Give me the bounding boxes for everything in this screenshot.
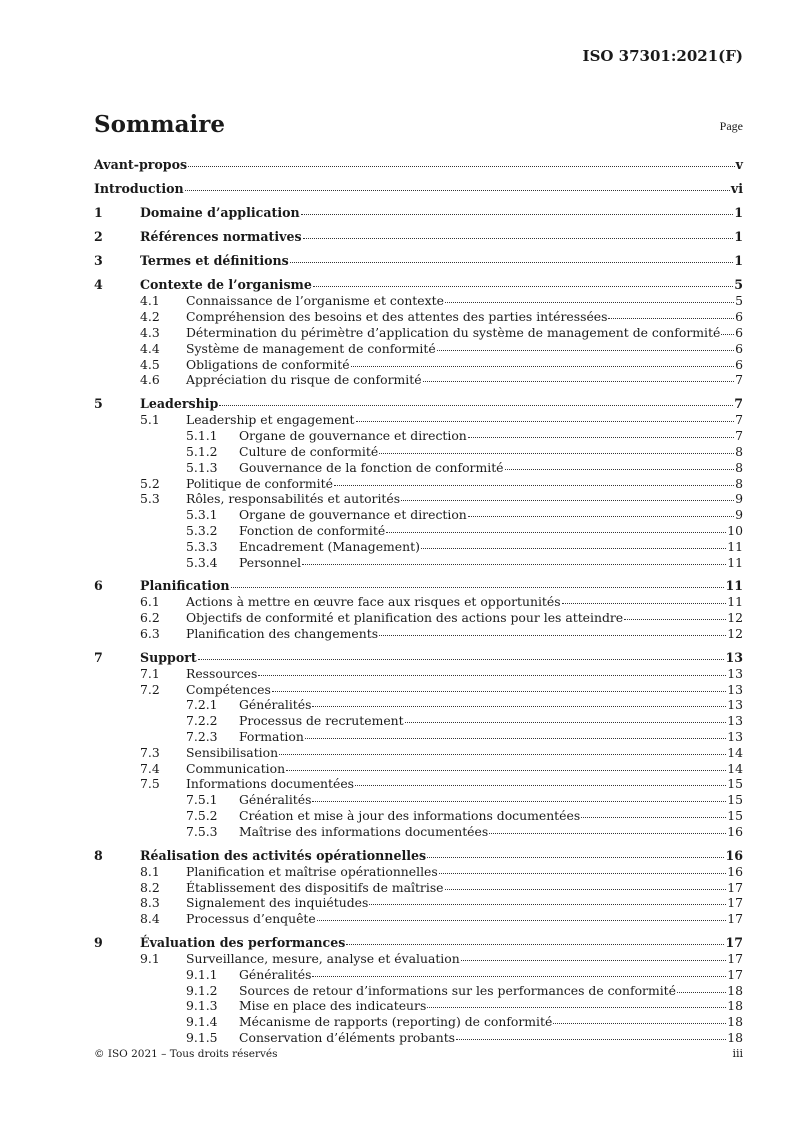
toc-entry-number: 7.5.3: [186, 823, 218, 839]
toc-entry-number: 7.5.2: [186, 808, 218, 824]
toc-entry[interactable]: [94, 204, 743, 221]
toc-entry-title: Planification des changements: [186, 626, 379, 641]
toc-entry[interactable]: [94, 745, 743, 761]
toc-entry-page: 7: [734, 396, 743, 412]
toc-entry[interactable]: [94, 682, 743, 698]
toc-dot-leader: [312, 705, 726, 707]
toc-entry-title: Termes et définitions: [140, 253, 289, 269]
toc-entry-title: Maîtrise des informations documentées: [239, 823, 489, 839]
toc-entry-number: 3: [94, 253, 103, 269]
toc-entry-title: Formation: [239, 729, 304, 745]
toc-entry-page: 1: [734, 253, 743, 269]
toc-dot-leader: [468, 515, 734, 517]
toc-entry-number: 5.3.2: [186, 522, 218, 538]
toc-entry-title: Sensibilisation: [186, 744, 279, 760]
toc-dot-leader: [437, 349, 734, 351]
toc-entry-number: 5: [94, 396, 103, 412]
toc-entry-number: 9.1.3: [186, 998, 218, 1014]
toc-entry-page: 6: [735, 325, 743, 341]
toc-dot-leader: [427, 1006, 726, 1008]
toc-entry-number: 7.1: [140, 665, 160, 681]
toc-entry-number: 7: [94, 649, 103, 665]
toc-entry[interactable]: [94, 476, 743, 492]
toc-entry-page: 12: [727, 610, 743, 626]
toc-entry-title: Généralités: [239, 697, 312, 713]
toc-entry-page: 17: [727, 911, 743, 927]
toc-entry-page: 13: [727, 665, 743, 681]
toc-heading: Sommaire: [94, 111, 226, 138]
toc-entry[interactable]: [94, 395, 743, 412]
toc-dot-leader: [272, 690, 726, 692]
toc-entry-number: 4.6: [140, 372, 160, 388]
toc-entry[interactable]: [94, 776, 743, 792]
toc-entry[interactable]: [94, 967, 743, 983]
toc-dot-leader: [317, 919, 726, 921]
toc-dot-leader: [421, 547, 726, 549]
toc-entry[interactable]: [94, 951, 743, 967]
toc-entry[interactable]: [94, 824, 743, 840]
toc-entry[interactable]: [94, 666, 743, 682]
toc-entry-page: 17: [727, 879, 743, 895]
toc-entry[interactable]: [94, 649, 743, 666]
toc-entry-page: 11: [727, 594, 743, 610]
toc-dot-leader: [313, 285, 733, 287]
toc-entry[interactable]: [94, 864, 743, 880]
footer-page-number: iii: [732, 1047, 743, 1060]
toc-dot-leader: [439, 872, 726, 874]
toc-entry-number: 5.3: [140, 491, 160, 507]
toc-entry-number: 9.1.4: [186, 1014, 218, 1030]
footer-copyright: © ISO 2021 – Tous droits réservés: [94, 1048, 278, 1060]
toc-entry-page: 1: [734, 205, 743, 221]
toc-entry[interactable]: [94, 880, 743, 896]
toc-entry-number: 6.3: [140, 626, 160, 641]
toc-entry-number: 8.1: [140, 863, 160, 879]
toc-entry[interactable]: [94, 998, 743, 1014]
toc-entry[interactable]: [94, 539, 743, 555]
toc-entry-number: 5.1.1: [186, 428, 218, 444]
toc-entry[interactable]: [94, 372, 743, 388]
toc-entry-number: 7.2: [140, 681, 160, 697]
toc-entry-page: 18: [727, 1014, 743, 1030]
toc-entry-page: 5: [735, 293, 743, 309]
toc-entry-page: 6: [735, 356, 743, 372]
toc-dot-leader: [445, 301, 734, 303]
toc-dot-leader: [290, 261, 733, 263]
toc-dot-leader: [231, 586, 725, 588]
toc-dot-leader: [258, 674, 726, 676]
toc-entry[interactable]: [94, 792, 743, 808]
toc-entry-title: Processus d’enquête: [186, 911, 316, 927]
toc-dot-leader: [405, 721, 727, 723]
toc-entry[interactable]: [94, 428, 743, 444]
toc-entry-title: Politique de conformité: [186, 475, 333, 491]
page-column-label: Page: [719, 119, 743, 133]
toc-entry-number: 9.1.1: [186, 966, 218, 982]
toc-entry-title: Culture de conformité: [239, 443, 379, 459]
toc-entry-title: Création et mise à jour des informations documentées: [239, 808, 581, 824]
toc-entry[interactable]: [94, 228, 743, 245]
toc-entry-page: 13: [727, 681, 743, 697]
toc-entry-page: 1: [734, 229, 743, 245]
toc-entry-title: Support: [140, 649, 197, 665]
toc-dot-leader: [489, 832, 726, 834]
toc-entry-title: Fonction de conformité: [239, 522, 386, 538]
toc-entry-number: 4.3: [140, 325, 160, 341]
toc-entry-title: Actions à mettre en œuvre face aux risques et opportunités: [186, 594, 561, 610]
toc-entry-number: 8.2: [140, 879, 160, 895]
toc-entry-title: Mise en place des indicateurs: [239, 998, 427, 1014]
toc-entry-title: Compréhension des besoins et des attentes des parties intéressées: [186, 309, 608, 325]
toc-dot-leader: [219, 404, 733, 406]
toc-entry-number: 7.3: [140, 744, 160, 760]
toc-dot-leader: [562, 602, 727, 604]
toc-entry-number: 6.1: [140, 594, 160, 610]
toc-entry-page: 14: [727, 744, 743, 760]
toc-entry-title: Ressources: [186, 665, 258, 681]
toc-entry[interactable]: [94, 983, 743, 999]
toc-entry-number: 5.3.4: [186, 554, 218, 570]
toc-entry-title: Surveillance, mesure, analyse et évaluation: [186, 951, 460, 967]
toc-entry-page: 6: [735, 309, 743, 325]
toc-entry[interactable]: [94, 697, 743, 713]
toc-entry-title: Introduction: [94, 181, 184, 197]
toc-dot-leader: [185, 189, 730, 191]
toc-entry-number: 5.1.3: [186, 459, 218, 475]
toc-entry[interactable]: [94, 156, 743, 173]
toc-entry-title: Sources de retour d’informations sur les performances de conformité: [239, 982, 676, 998]
toc-entry-number: 6.2: [140, 610, 160, 626]
toc-entry-number: 7.2.3: [186, 729, 218, 745]
table-of-contents: [94, 156, 743, 1046]
toc-entry-number: 4.4: [140, 340, 160, 356]
toc-entry-title: Planification et maîtrise opérationnelles: [186, 863, 438, 879]
toc-entry[interactable]: [94, 911, 743, 927]
toc-entry[interactable]: [94, 729, 743, 745]
toc-entry-number: 9.1.5: [186, 1030, 218, 1046]
toc-entry-title: Gouvernance de la fonction de conformité: [239, 459, 504, 475]
toc-entry-number: 2: [94, 229, 103, 245]
toc-entry-title: Réalisation des activités opérationnelles: [140, 847, 427, 863]
toc-dot-leader: [346, 943, 724, 945]
toc-entry-number: 7.5.1: [186, 792, 218, 808]
toc-entry[interactable]: [94, 626, 743, 642]
toc-entry-number: 7.5: [140, 776, 160, 792]
toc-entry-page: 13: [725, 649, 743, 665]
toc-entry-title: Avant-propos: [94, 157, 188, 172]
toc-entry-title: Rôles, responsabilités et autorités: [186, 491, 401, 507]
toc-entry-title: Détermination du périmètre d’application du système de management de conformité: [186, 325, 721, 341]
toc-entry[interactable]: [94, 460, 743, 476]
toc-entry-page: 16: [727, 863, 743, 879]
toc-dot-leader: [608, 317, 734, 319]
toc-entry[interactable]: [94, 412, 743, 428]
toc-entry-page: 17: [725, 935, 743, 951]
toc-entry-title: Connaissance de l’organisme et contexte: [186, 293, 444, 309]
toc-entry-title: Contexte de l’organisme: [140, 277, 312, 293]
toc-dot-leader: [305, 737, 726, 739]
toc-entry[interactable]: [94, 555, 743, 571]
toc-entry-page: 15: [727, 776, 743, 792]
toc-dot-leader: [312, 800, 726, 802]
toc-dot-leader: [553, 1022, 726, 1024]
toc-entry[interactable]: [94, 309, 743, 325]
toc-entry-page: 8: [735, 459, 743, 475]
toc-dot-leader: [369, 903, 726, 905]
toc-entry-page: 10: [727, 522, 743, 538]
toc-entry[interactable]: [94, 507, 743, 523]
toc-entry-page: v: [735, 157, 743, 172]
toc-dot-leader: [427, 856, 724, 858]
toc-entry-title: Conservation d’éléments probants: [239, 1030, 456, 1046]
toc-entry-page: 18: [727, 998, 743, 1014]
toc-entry-title: Généralités: [239, 792, 312, 808]
toc-entry[interactable]: [94, 325, 743, 341]
toc-entry-number: 8.4: [140, 911, 160, 927]
toc-entry-number: 9.1: [140, 951, 160, 967]
toc-entry-number: 9.1.2: [186, 982, 218, 998]
toc-entry-title: Encadrement (Management): [239, 538, 420, 554]
toc-entry-page: 9: [735, 507, 743, 523]
toc-entry-number: 5.3.1: [186, 507, 218, 523]
toc-entry-page: 12: [727, 626, 743, 641]
toc-entry-title: Compétences: [186, 681, 271, 697]
toc-dot-leader: [303, 237, 734, 239]
toc-entry-page: 17: [727, 951, 743, 967]
toc-entry[interactable]: [94, 523, 743, 539]
toc-entry-title: Personnel: [239, 554, 302, 570]
toc-entry-page: 18: [727, 982, 743, 998]
toc-entry-title: Références normatives: [140, 229, 302, 245]
toc-entry-page: 16: [725, 847, 743, 863]
toc-entry[interactable]: [94, 610, 743, 626]
toc-entry[interactable]: [94, 934, 743, 951]
toc-entry-number: 8.3: [140, 895, 160, 911]
toc-dot-leader: [581, 816, 726, 818]
toc-entry-page: 16: [727, 823, 743, 839]
toc-dot-leader: [456, 1038, 726, 1040]
toc-entry-title: Généralités: [239, 966, 312, 982]
toc-entry[interactable]: [94, 491, 743, 507]
toc-entry-number: 7.2.1: [186, 697, 218, 713]
toc-dot-leader: [198, 658, 725, 660]
toc-entry-number: 9: [94, 935, 103, 951]
toc-entry-number: 4: [94, 277, 103, 293]
toc-entry-title: Signalement des inquiétudes: [186, 895, 369, 911]
toc-entry-title: Informations documentées: [186, 776, 355, 792]
toc-entry-number: 4.5: [140, 356, 160, 372]
toc-entry-number: 6: [94, 578, 103, 594]
toc-entry[interactable]: [94, 341, 743, 357]
toc-entry-title: Domaine d’application: [140, 205, 300, 221]
toc-entry-page: 13: [727, 729, 743, 745]
toc-entry-page: 13: [727, 697, 743, 713]
toc-dot-leader: [301, 213, 734, 215]
toc-entry-title: Obligations de conformité: [186, 356, 350, 372]
toc-entry-number: 4.1: [140, 293, 160, 309]
toc-entry-title: Processus de recrutement: [239, 713, 404, 729]
toc-entry-number: 5.1.2: [186, 443, 218, 459]
toc-entry-page: 5: [734, 277, 743, 293]
toc-entry-title: Leadership et engagement: [186, 412, 355, 428]
toc-entry[interactable]: [94, 276, 743, 293]
toc-entry-page: 17: [727, 895, 743, 911]
toc-entry[interactable]: [94, 1014, 743, 1030]
toc-entry-title: Leadership: [140, 396, 219, 412]
toc-dot-leader: [445, 888, 727, 890]
toc-entry-number: 7.4: [140, 760, 160, 776]
toc-entry-number: 1: [94, 205, 103, 221]
toc-dot-leader: [721, 333, 734, 335]
toc-dot-leader: [302, 563, 726, 565]
toc-dot-leader: [468, 436, 734, 438]
toc-entry-title: Communication: [186, 760, 286, 776]
toc-entry-number: 4.2: [140, 309, 160, 325]
toc-entry-page: 11: [727, 554, 743, 570]
toc-entry-page: 11: [725, 578, 743, 594]
toc-entry-page: 7: [735, 372, 743, 388]
toc-entry-title: Mécanisme de rapports (reporting) de conformité: [239, 1014, 553, 1030]
toc-entry-number: 5.2: [140, 475, 160, 491]
toc-dot-leader: [624, 618, 726, 620]
toc-dot-leader: [401, 499, 734, 501]
toc-entry-page: 8: [735, 443, 743, 459]
toc-dot-leader: [351, 365, 735, 367]
toc-dot-leader: [286, 769, 726, 771]
toc-dot-leader: [334, 484, 734, 486]
toc-dot-leader: [312, 975, 726, 977]
toc-entry-title: Établissement des dispositifs de maîtrise: [186, 879, 444, 895]
toc-dot-leader: [279, 753, 726, 755]
toc-dot-leader: [188, 165, 735, 167]
toc-dot-leader: [677, 991, 726, 993]
toc-entry[interactable]: [94, 180, 743, 197]
toc-entry-page: 15: [727, 808, 743, 824]
toc-entry[interactable]: [94, 357, 743, 373]
toc-entry-title: Organe de gouvernance et direction: [239, 428, 467, 444]
toc-entry-title: Organe de gouvernance et direction: [239, 507, 467, 523]
toc-entry-title: Planification: [140, 578, 230, 594]
toc-entry-page: 11: [727, 538, 743, 554]
toc-entry-page: 9: [735, 491, 743, 507]
toc-dot-leader: [386, 531, 726, 533]
toc-dot-leader: [505, 468, 735, 470]
toc-entry[interactable]: [94, 895, 743, 911]
toc-entry[interactable]: [94, 713, 743, 729]
toc-entry-page: 8: [735, 475, 743, 491]
toc-entry-title: Objectifs de conformité et planification des actions pour les atteindre: [186, 610, 624, 626]
toc-entry[interactable]: [94, 847, 743, 864]
toc-entry-page: 18: [727, 1030, 743, 1046]
toc-entry-page: 14: [727, 760, 743, 776]
toc-dot-leader: [379, 634, 726, 636]
toc-entry[interactable]: [94, 444, 743, 460]
toc-entry-page: 13: [727, 713, 743, 729]
toc-entry-title: Appréciation du risque de conformité: [186, 372, 422, 388]
toc-dot-leader: [423, 380, 735, 382]
toc-dot-leader: [461, 959, 727, 961]
toc-entry-page: 15: [727, 792, 743, 808]
toc-entry-page: vi: [730, 181, 743, 197]
toc-entry[interactable]: [94, 252, 743, 269]
toc-dot-leader: [379, 452, 734, 454]
toc-entry-page: 7: [735, 428, 743, 444]
toc-dot-leader: [355, 784, 726, 786]
toc-entry-title: Évaluation des performances: [140, 935, 346, 951]
toc-entry-number: 8: [94, 847, 103, 863]
toc-entry-page: 7: [735, 412, 743, 428]
toc-dot-leader: [356, 420, 735, 422]
toc-entry[interactable]: [94, 1030, 743, 1046]
toc-entry[interactable]: [94, 577, 743, 594]
toc-entry-number: 5.3.3: [186, 538, 218, 554]
toc-entry[interactable]: [94, 808, 743, 824]
toc-entry-number: 5.1: [140, 412, 160, 428]
document-id: ISO 37301:2021(F): [582, 47, 743, 65]
toc-entry-page: 6: [735, 340, 743, 356]
toc-entry-title: Système de management de conformité: [186, 340, 436, 356]
toc-entry[interactable]: [94, 594, 743, 610]
toc-entry-number: 7.2.2: [186, 713, 218, 729]
toc-entry-page: 17: [727, 966, 743, 982]
toc-entry[interactable]: [94, 293, 743, 309]
toc-entry[interactable]: [94, 761, 743, 777]
